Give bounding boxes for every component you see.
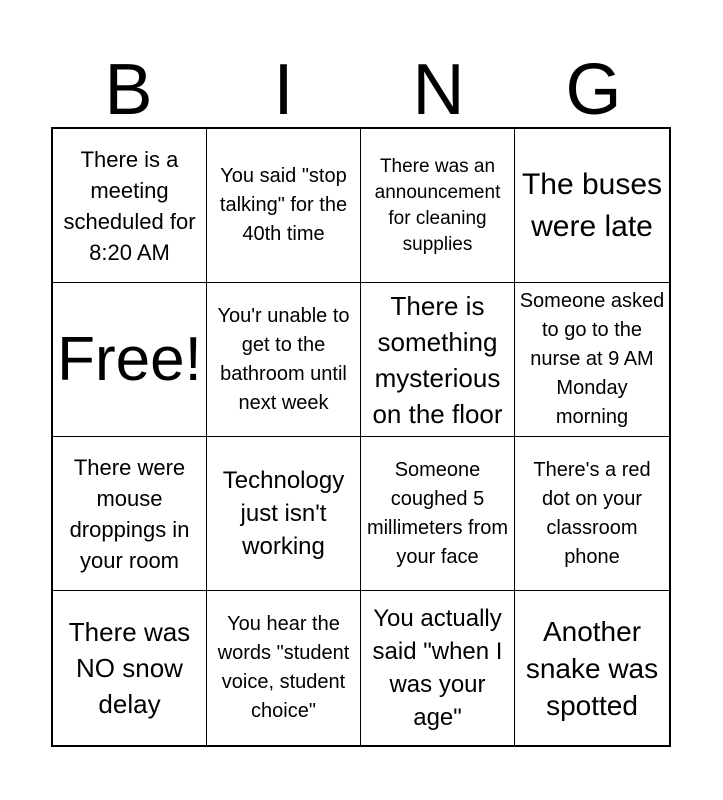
bingo-cell[interactable]: There is something mysterious on the floor (361, 283, 515, 437)
bingo-cell[interactable]: You'r unable to get to the bathroom until next week (207, 283, 361, 437)
bingo-cell[interactable]: There was an announcement for cleaning supplies (361, 129, 515, 283)
bingo-card-grid (51, 127, 671, 747)
bingo-cell[interactable]: Someone coughed 5 millimeters from your face (361, 437, 515, 591)
header-letter-g: G (565, 50, 622, 130)
bingo-cell[interactable]: There was NO snow delay (53, 591, 207, 745)
bingo-cell[interactable]: You hear the words "student voice, student choice" (207, 591, 361, 745)
bingo-cell[interactable]: There's a red dot on your classroom phone (515, 437, 669, 591)
bingo-cell[interactable]: Technology just isn't working (207, 437, 361, 591)
free-space-cell[interactable]: Free! (53, 283, 207, 437)
header-letter-b: B (104, 50, 153, 130)
bingo-cell[interactable]: The buses were late (515, 129, 669, 283)
bingo-cell[interactable]: You said "stop talking" for the 40th time (207, 129, 361, 283)
bingo-header (51, 48, 671, 128)
bingo-cell[interactable]: Someone asked to go to the nurse at 9 AM Monday morning (515, 283, 669, 437)
header-letter-n: N (412, 50, 465, 130)
bingo-cell[interactable]: Another snake was spotted (525, 615, 659, 721)
bingo-cell[interactable]: There were mouse droppings in your room (53, 437, 207, 591)
bingo-cell[interactable]: There is a meeting scheduled for 8:20 AM (53, 129, 207, 283)
bingo-cell[interactable]: You actually said "when I was your age" (361, 591, 515, 745)
header-letter-i: I (273, 50, 294, 130)
